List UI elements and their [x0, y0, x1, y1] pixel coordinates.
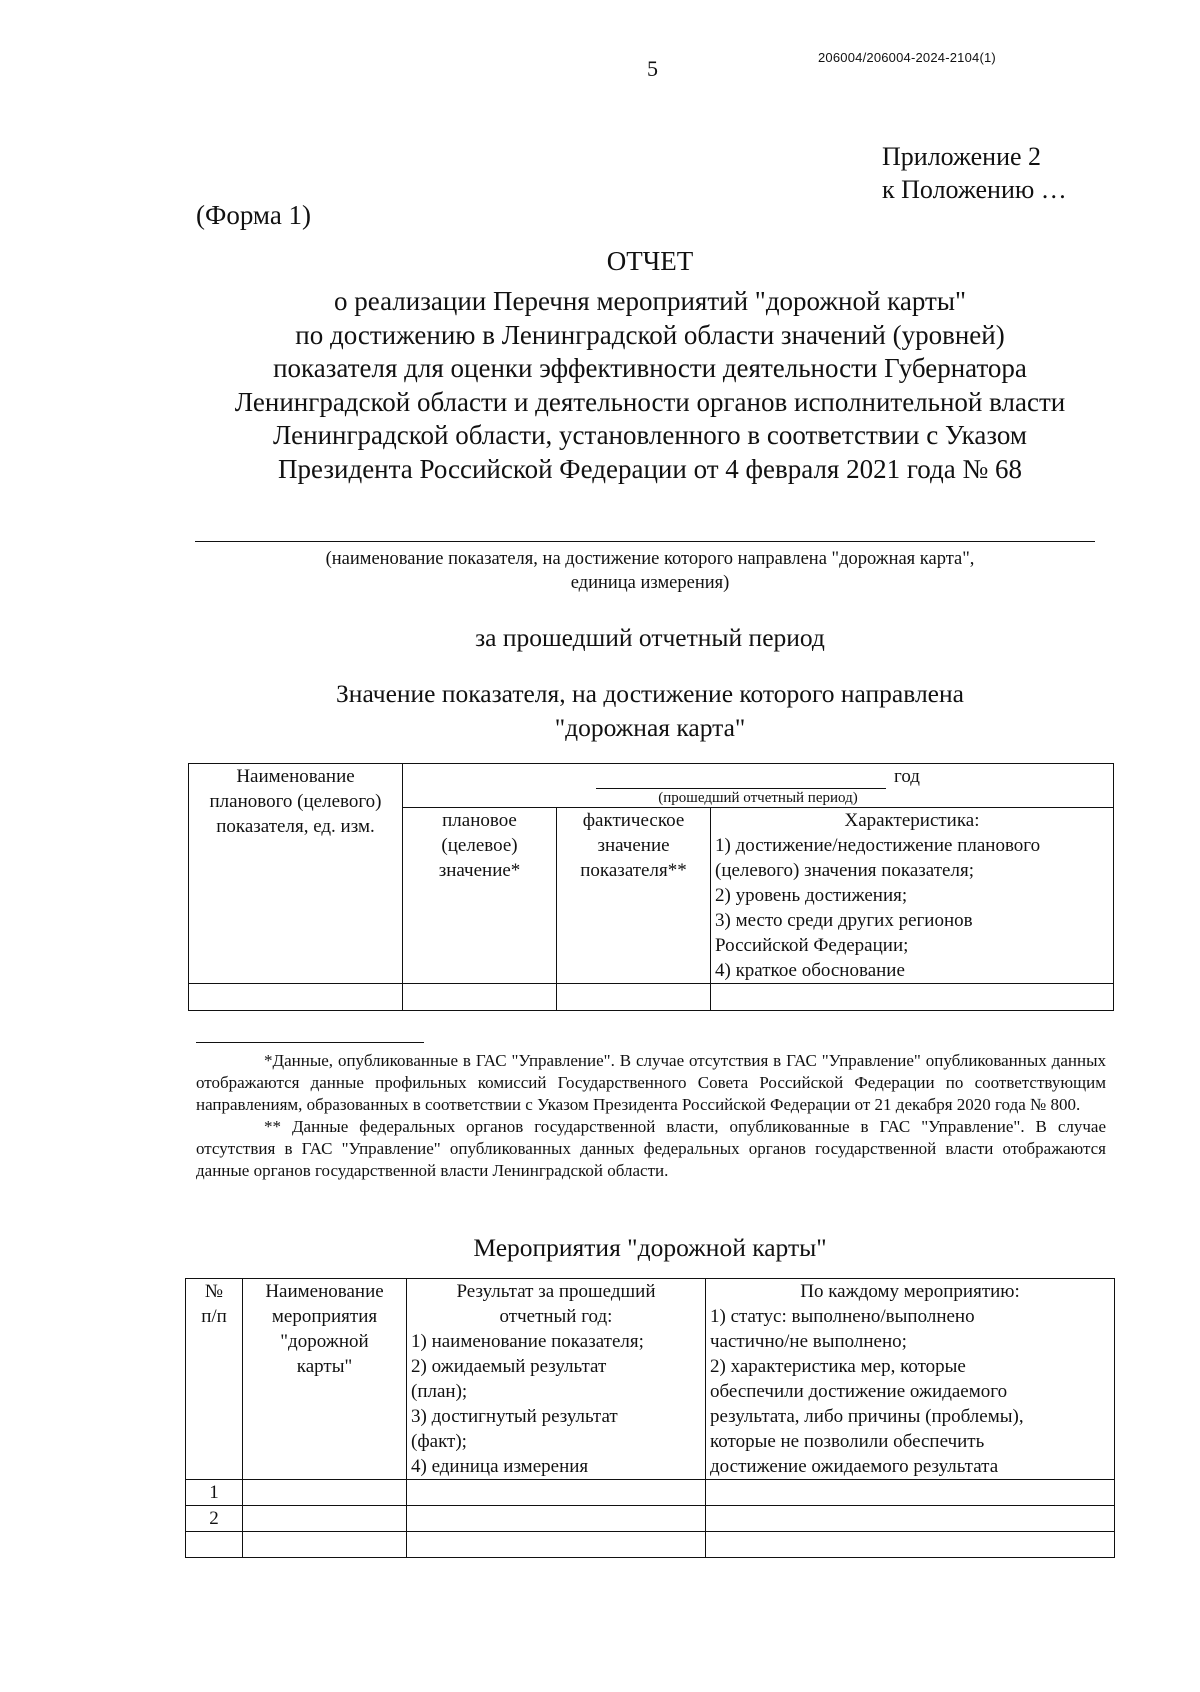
- caption-line: единица измерения): [570, 573, 730, 593]
- page-number: 5: [647, 56, 658, 81]
- footnote-separator: [196, 1042, 424, 1043]
- header-result: [407, 1279, 706, 1480]
- subtitle-line: по достижению в Ленинградской области значений (уровней): [295, 319, 1005, 350]
- characteristic-line: 2) уровень достижения;: [715, 885, 908, 906]
- header-line: 1) наименование показателя;: [411, 1331, 644, 1352]
- subtitle-line: Ленинградской области и деятельности органов исполнительной власти: [234, 386, 1066, 417]
- table-cell: [189, 984, 403, 1011]
- table-row: [186, 1506, 1115, 1532]
- header-line: 1) статус: выполнено/выполнено: [710, 1306, 975, 1327]
- header-line: 4) единица измерения: [411, 1456, 589, 1477]
- header-line: "дорожной: [280, 1331, 369, 1352]
- header-actual-value: [557, 808, 711, 984]
- footnote-planned: *Данные, опубликованные в ГАС "Управление". В случае отсутствия в ГАС "Управление" опубликованных данных отображаются данные профильных комиссий Государственного Совета Российской Федерации по соответствующим направлениям, образованных в соответствии с Указом Президента Российской Федерации от 21 декабря 2020 года № 800.: [196, 1051, 1106, 1114]
- header-line: результата, либо причины (проблемы),: [710, 1406, 1024, 1427]
- appendix-line: к Положению …: [882, 175, 1067, 204]
- characteristic-line: 4) краткое обоснование: [715, 960, 905, 981]
- indicator-value-heading: [150, 677, 1150, 745]
- header-line: Наименование: [265, 1281, 384, 1302]
- table-cell: [706, 1532, 1115, 1558]
- header-line: значение*: [438, 860, 521, 881]
- footnote-actual: ** Данные федеральных органов государственной власти, опубликованные в ГАС "Управление". В случае отсутствия в ГАС "Управление" опубликованных данных федеральных органов государственной власти отображаются данные органов государственной власти Ленинградской области.: [196, 1117, 1106, 1180]
- table-cell: [557, 984, 711, 1011]
- table-cell: [407, 1480, 706, 1506]
- indicator-name-blank-line: [195, 541, 1095, 542]
- header-number: [186, 1279, 243, 1480]
- header-planned-value: [403, 808, 557, 984]
- characteristic-line: 1) достижение/недостижение планового: [715, 835, 1041, 856]
- table-cell: [243, 1532, 407, 1558]
- year-word: год: [894, 766, 920, 787]
- table-cell: [706, 1506, 1115, 1532]
- header-activity-name: [243, 1279, 407, 1480]
- header-line: (факт);: [411, 1431, 467, 1452]
- header-year: [403, 764, 1114, 808]
- table-cell: [407, 1506, 706, 1532]
- header-line: плановое: [442, 810, 517, 831]
- caption-line: (наименование показателя, на достижение которого направлена "дорожная карта",: [325, 549, 975, 569]
- table-row: [189, 984, 1114, 1011]
- characteristic-line: (целевого) значения показателя;: [715, 860, 974, 881]
- header-line: фактическое: [582, 810, 685, 831]
- subtitle-line: Президента Российской Федерации от 4 февраля 2021 года № 68: [278, 453, 1022, 484]
- report-subtitle: [150, 285, 1150, 486]
- header-line: мероприятия: [271, 1306, 378, 1327]
- table-cell: [243, 1480, 407, 1506]
- table-cell: [186, 1532, 243, 1558]
- header-line: По каждому мероприятию:: [800, 1281, 1020, 1302]
- table-row: [186, 1480, 1115, 1506]
- header-indicator-name: [189, 764, 403, 984]
- table-cell: [711, 984, 1114, 1011]
- period-heading: за прошедший отчетный период: [475, 623, 825, 652]
- year-note: (прошедший отчетный период): [658, 790, 858, 806]
- header-line: (целевое): [441, 835, 518, 856]
- header-line: п/п: [201, 1306, 227, 1327]
- header-line: обеспечили достижение ожидаемого: [710, 1381, 1008, 1402]
- roadmap-heading: Мероприятия "дорожной карты": [473, 1233, 827, 1262]
- header-line: значение: [597, 835, 670, 856]
- header-line: 2) ожидаемый результат: [411, 1356, 607, 1377]
- indicator-name-caption: [180, 547, 1120, 595]
- heading-line: Значение показателя, на достижение которого направлена: [336, 679, 964, 708]
- header-line: которые не позволили обеспечить: [710, 1431, 985, 1452]
- appendix-line: Приложение 2: [882, 142, 1042, 171]
- appendix-label: [882, 140, 1067, 206]
- subtitle-line: о реализации Перечня мероприятий "дорожной карты": [334, 286, 966, 316]
- subtitle-line: показателя для оценки эффективности деятельности Губернатора: [273, 353, 1027, 383]
- document-number: 206004/206004-2024-2104(1): [818, 50, 996, 65]
- header-line: 2) характеристика мер, которые: [710, 1356, 966, 1377]
- header-line: №: [204, 1281, 224, 1302]
- table-cell: [403, 984, 557, 1011]
- header-line: Наименование: [236, 766, 355, 787]
- row-number: 1: [186, 1480, 243, 1506]
- header-each-activity: [706, 1279, 1115, 1480]
- header-line: достижение ожидаемого результата: [710, 1456, 999, 1477]
- footnotes: [196, 1050, 1106, 1182]
- header-line: (план);: [411, 1381, 468, 1402]
- heading-line: "дорожная карта": [554, 713, 746, 742]
- table-cell: [407, 1532, 706, 1558]
- header-characteristic: [711, 808, 1114, 984]
- header-line: показателя, ед. изм.: [216, 816, 375, 837]
- characteristic-line: Российской Федерации;: [715, 935, 909, 956]
- header-line: показателя**: [580, 860, 687, 881]
- subtitle-line: Ленинградской области, установленного в соответствии с Указом: [273, 420, 1027, 450]
- header-line: 3) достигнутый результат: [411, 1406, 618, 1427]
- roadmap-table: [185, 1278, 1115, 1558]
- table-row: [186, 1532, 1115, 1558]
- header-line: частично/не выполнено;: [710, 1331, 907, 1352]
- characteristic-line: 3) место среди других регионов: [715, 910, 973, 931]
- header-line: планового (целевого): [209, 791, 382, 812]
- header-line: карты": [296, 1356, 353, 1377]
- table-cell: [706, 1480, 1115, 1506]
- characteristic-title: Характеристика:: [844, 810, 980, 831]
- report-title: ОТЧЕТ: [606, 246, 694, 276]
- header-line: Результат за прошедший: [456, 1281, 656, 1302]
- header-line: отчетный год:: [499, 1306, 613, 1327]
- table-cell: [243, 1506, 407, 1532]
- row-number: 2: [186, 1506, 243, 1532]
- indicator-value-table: [188, 763, 1114, 1011]
- form-label: (Форма 1): [196, 200, 312, 230]
- year-blank-line: [596, 768, 886, 789]
